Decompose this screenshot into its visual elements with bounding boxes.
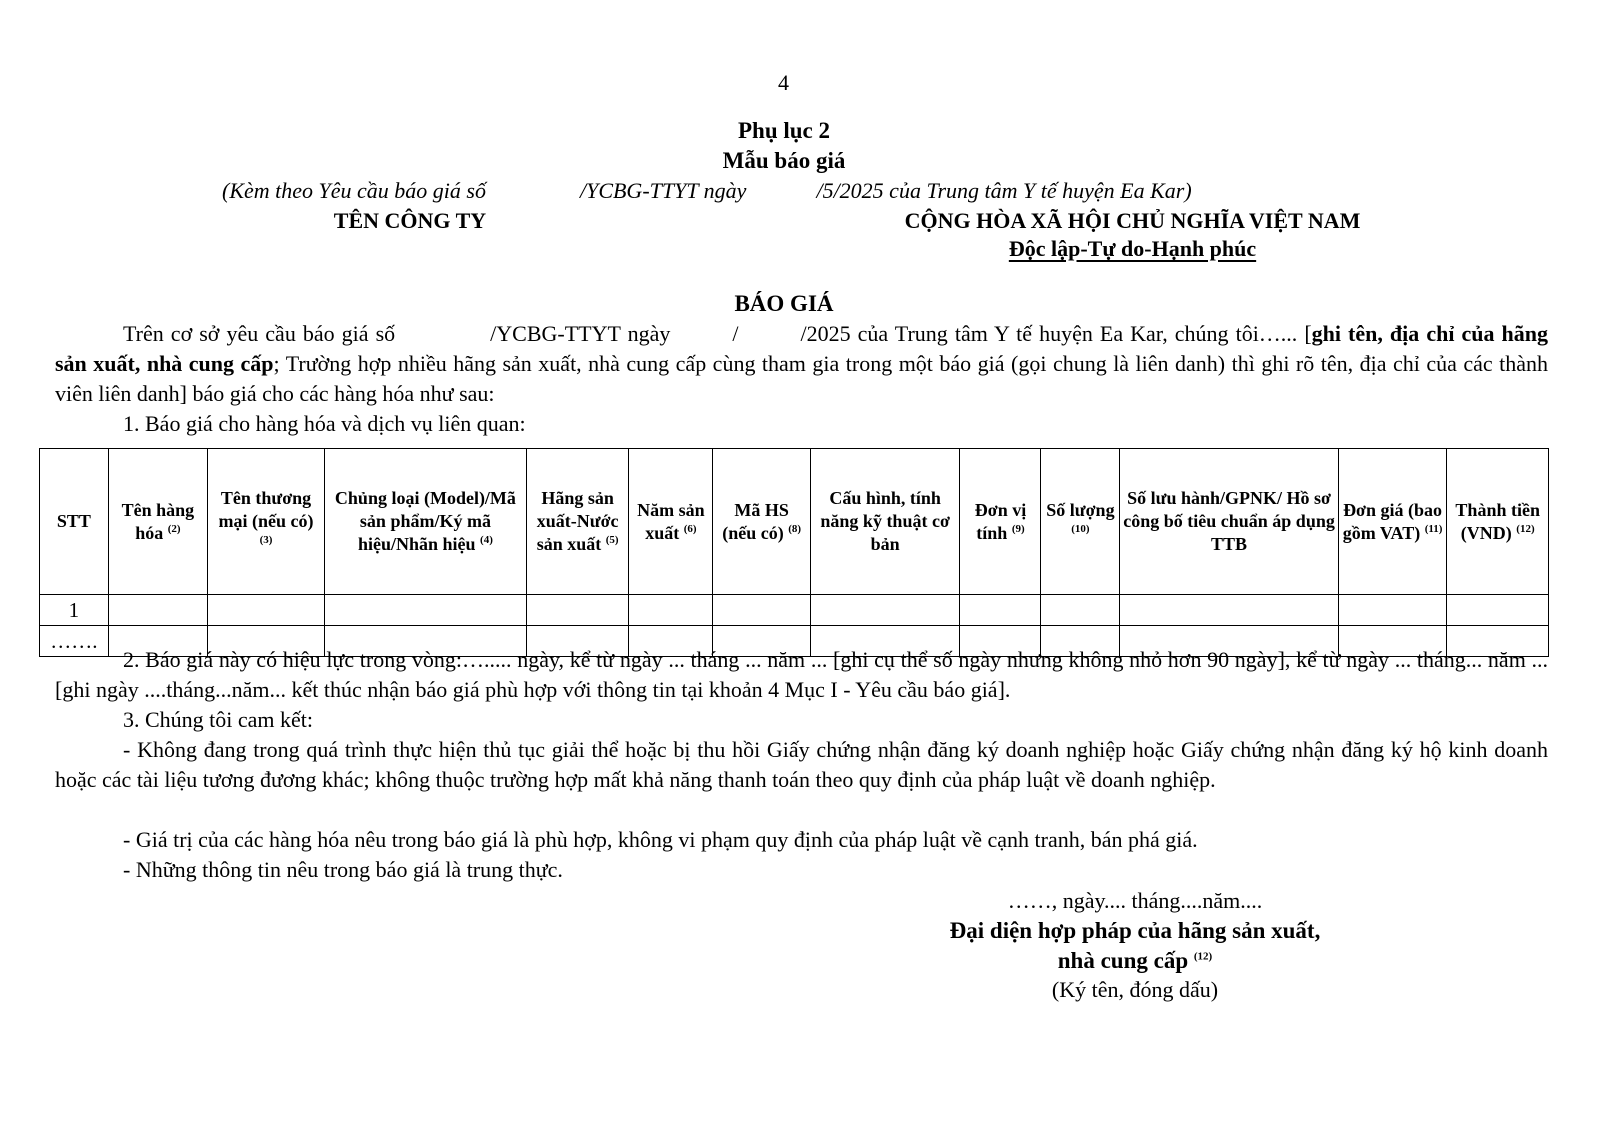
column-header [40, 449, 109, 595]
table-cell [960, 595, 1041, 626]
column-header [1447, 449, 1549, 595]
column-header-label: Hãng sản xuất-Nước sản xuất [536, 488, 619, 554]
column-footnote: (4) [480, 534, 493, 546]
column-header [1041, 449, 1120, 595]
column-header [810, 449, 960, 595]
column-header-label: Thành tiền (VND) [1455, 499, 1540, 543]
table-cell [713, 595, 810, 626]
table-cell: ……. [40, 626, 109, 657]
column-header [1338, 449, 1447, 595]
table-row [40, 595, 1549, 626]
appendix-reference-part1: (Kèm theo Yêu cầu báo giá số [222, 178, 486, 203]
intro-part2: /YCBG-TTYT ngày [490, 321, 671, 346]
table-cell [208, 595, 325, 626]
column-header-label: Mã HS (nếu có) [722, 499, 789, 543]
column-header-label: Cấu hình, tính năng kỹ thuật cơ bản [820, 488, 950, 554]
table-cell [1447, 595, 1549, 626]
column-header [960, 449, 1041, 595]
table-cell [1338, 595, 1447, 626]
column-header-label: Đơn giá (bao gồm VAT) [1342, 499, 1443, 543]
section-2-validity: 2. Báo giá này có hiệu lực trong vòng:…..... ngày, kể từ ngày ... tháng ... năm ... [ghi cụ thể số ngày nhưng không nhỏ hơn 90 ngày], kể từ ngày ... tháng... năm ... [ghi ngày ....tháng...năm... kết thúc nhận báo giá phù hợp với thông tin tại khoản 4 Mục I - Yêu cầu báo giá]. [55, 647, 1548, 702]
column-header-label: STT [56, 511, 91, 531]
column-header-label: Tên thương mại (nếu có) [218, 488, 314, 531]
column-header [208, 449, 325, 595]
column-footnote: (8) [788, 522, 802, 535]
signature-date-line: ……, ngày.... tháng....năm.... [1007, 888, 1263, 913]
commitment-3: - Những thông tin nêu trong báo giá là trung thực. [123, 857, 563, 882]
company-name: TÊN CÔNG TY [333, 208, 487, 233]
appendix-reference-part3: /5/2025 của Trung tâm Y tế huyện Ea Kar) [816, 178, 1192, 203]
section-3-heading: 3. Chúng tôi cam kết: [123, 707, 314, 732]
column-header [629, 449, 713, 595]
column-footnote: (10) [1071, 522, 1090, 535]
table-cell [1041, 595, 1120, 626]
column-header-label: Số lượng [1046, 499, 1115, 520]
intro-paragraph [55, 319, 1548, 409]
column-header-label: Đơn vị tính [974, 499, 1027, 543]
column-header [108, 449, 207, 595]
column-footnote: (3) [259, 534, 273, 546]
table-cell [108, 595, 207, 626]
page-number: 4 [778, 70, 789, 95]
column-footnote: (6) [683, 522, 697, 535]
column-header [324, 449, 526, 595]
column-header-label: Chủng loại (Model)/Mã sản phẩm/Ký mã hiệu/Nhãn hiệu [334, 488, 516, 554]
intro-part1: Trên cơ sở yêu cầu báo giá số [123, 321, 396, 346]
column-header [713, 449, 810, 595]
column-header [1120, 449, 1338, 595]
signature-role-line2 [885, 946, 1385, 976]
intro-part3: / [732, 321, 739, 346]
section-1-heading: 1. Báo giá cho hàng hóa và dịch vụ liên quan: [123, 411, 526, 436]
commitment-2: - Giá trị của các hàng hóa nêu trong báo giá là phù hợp, không vi phạm quy định của pháp luật về cạnh tranh, bán phá giá. [123, 827, 1198, 852]
column-footnote: (12) [1516, 522, 1535, 535]
intro-part5: ; Trường hợp nhiều hãng sản xuất, nhà cung cấp cùng tham gia trong một báo giá (gọi chung là liên danh) thì ghi rõ tên, địa chỉ của các thành viên liên danh] báo giá cho các hàng hóa như sau: [55, 351, 1548, 406]
intro-part4: /2025 của Trung tâm Y tế huyện Ea Kar, chúng tôi…... [ [800, 321, 1312, 346]
table-cell [526, 595, 629, 626]
signature-role-footnote: (12) [1193, 950, 1213, 963]
signature-note: (Ký tên, đóng dấu) [1051, 977, 1219, 1002]
intro-bold: ghi tên, địa chỉ của hãng sản xuất, nhà cung cấp [55, 321, 1548, 376]
table-cell [629, 595, 713, 626]
nation-name: CỘNG HÒA XÃ HỘI CHỦ NGHĨA VIỆT NAM [904, 208, 1361, 233]
commitment-1: - Không đang trong quá trình thực hiện thủ tục giải thể hoặc bị thu hồi Giấy chứng nhận đăng ký doanh nghiệp hoặc Giấy chứng nhận đăng ký hộ kinh doanh hoặc các tài liệu tương đương khác; không thuộc trường hợp mất khả năng thanh toán theo quy định của pháp luật về doanh nghiệp. [55, 737, 1548, 792]
appendix-reference-part2: /YCBG-TTYT ngày [579, 178, 747, 203]
table-cell: 1 [40, 595, 109, 626]
document-title: BÁO GIÁ [734, 291, 834, 316]
appendix-reference [222, 176, 1192, 206]
table-cell [324, 595, 526, 626]
appendix-title: Phụ lục 2 [737, 118, 831, 143]
column-footnote: (11) [1424, 522, 1443, 535]
column-header-label: Số lưu hành/GPNK/ Hồ sơ công bố tiêu chuẩn áp dụng TTB [1123, 488, 1335, 554]
signature-role-line1: Đại diện hợp pháp của hãng sản xuất, [949, 918, 1321, 943]
appendix-subtitle: Mẫu báo giá [722, 148, 846, 173]
table-cell [1120, 595, 1338, 626]
national-motto: Độc lập-Tự do-Hạnh phúc [1008, 236, 1257, 261]
column-header-label: Tên hàng hóa [121, 499, 195, 543]
column-footnote: (5) [605, 534, 619, 546]
signature-role-text: nhà cung cấp [1057, 948, 1189, 973]
column-header-label: Năm sản xuất [637, 499, 705, 543]
quote-table [39, 448, 1549, 657]
table-cell [810, 595, 960, 626]
column-header [526, 449, 629, 595]
column-footnote: (2) [167, 522, 181, 535]
table-header-row [40, 449, 1549, 595]
column-footnote: (9) [1011, 522, 1025, 535]
